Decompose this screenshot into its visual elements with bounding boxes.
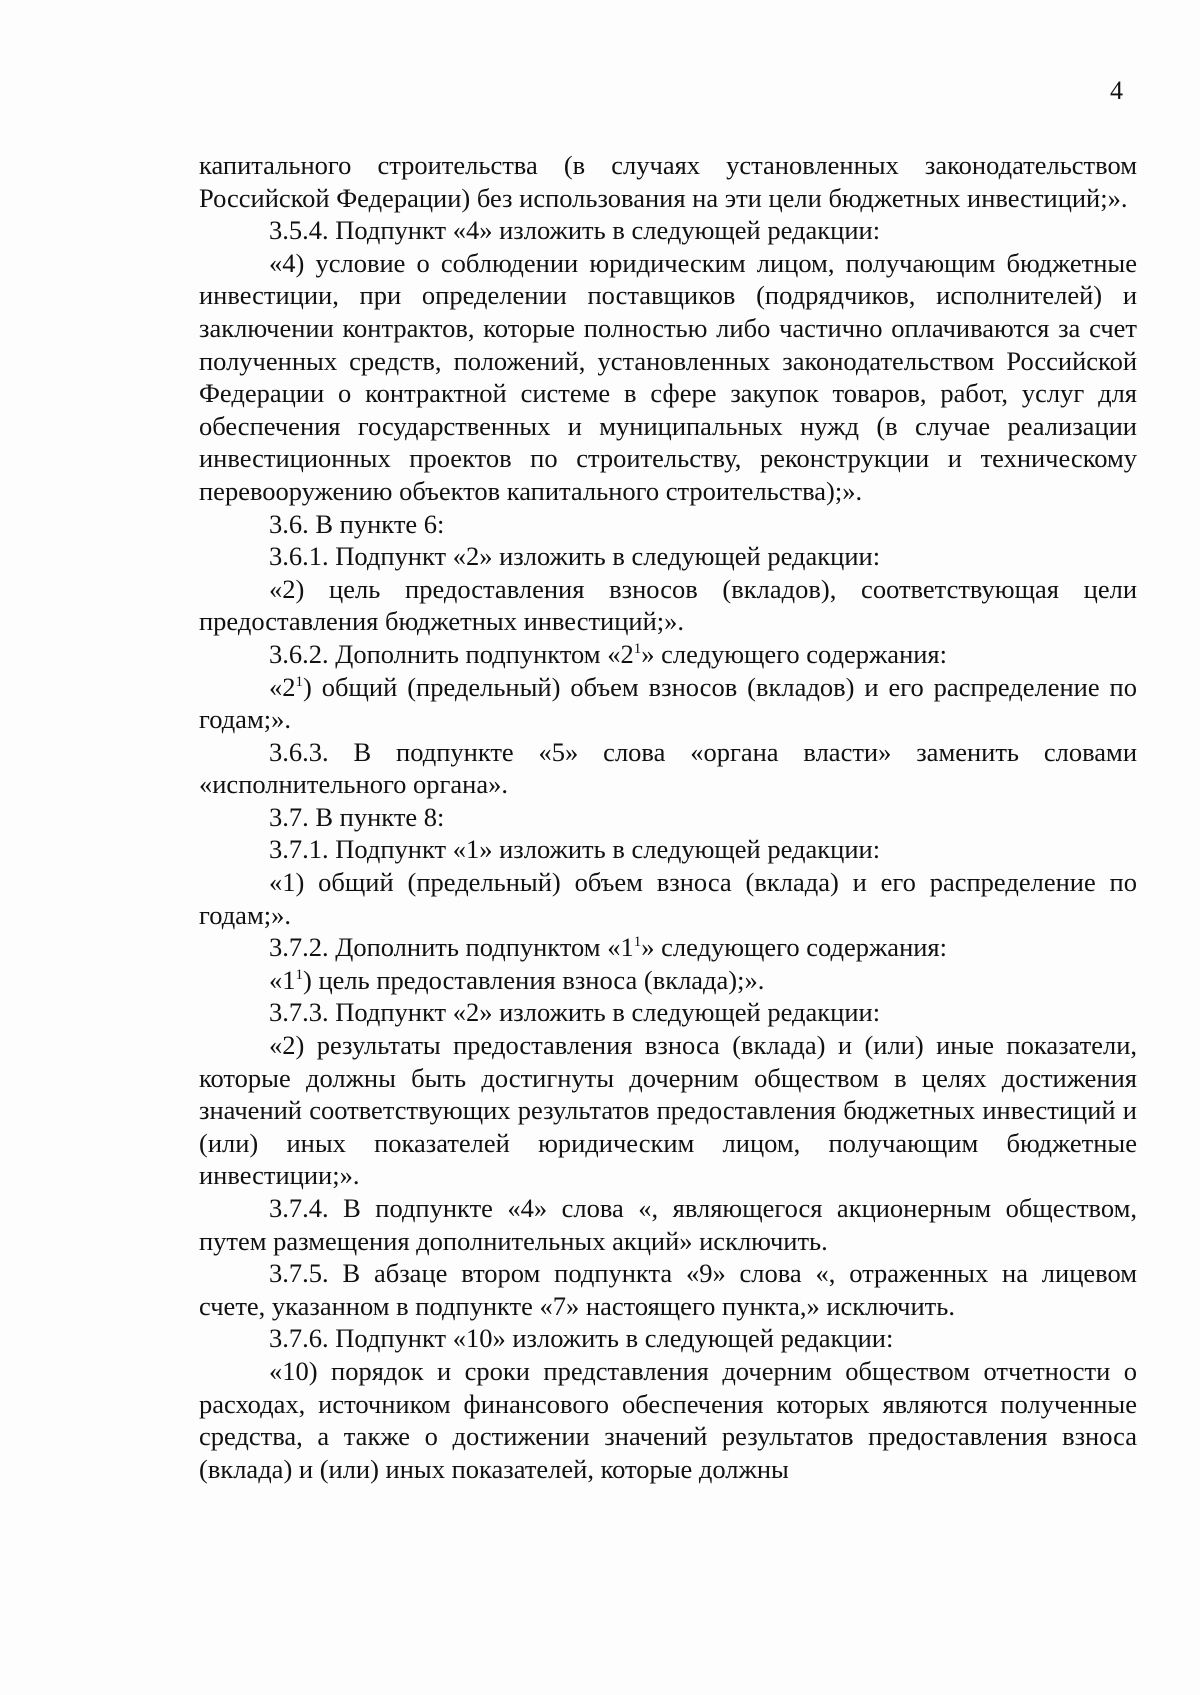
paragraph-subpoint-2-1: «$2^1$) общий (предельный) объем взносов (вкладов) и его распределение по годам;». bbox=[199, 671, 1137, 735]
page-number: 4 bbox=[1110, 76, 1123, 105]
superscript: 1 bbox=[295, 967, 303, 984]
paragraph-subpoint-1: «1) общий (предельный) объем взноса (вклада) и его распределение по годам;». bbox=[199, 867, 1137, 930]
paragraph-3-6-3: 3.6.3. В подпункте «5» слова «органа власти» заменить словами «исполнительного органа». bbox=[199, 736, 1137, 800]
paragraph-3-7: 3.7. В пункте 8: bbox=[269, 801, 445, 832]
document-body bbox=[199, 149, 1137, 1485]
paragraph-3-7-2: 3.7.2. Дополнить подпунктом «$1^1$» следующего содержания: bbox=[269, 932, 947, 963]
paragraph-3-5-4: 3.5.4. Подпункт «4» изложить в следующей редакции: bbox=[269, 215, 881, 246]
paragraph-3-6-1: 3.6.1. Подпункт «2» изложить в следующей редакции: bbox=[269, 541, 881, 572]
paragraph-subpoint-4: «4) условие о соблюдении юридическим лицом, получающим бюджетные инвестиции, при определении поставщиков (подрядчиков, исполнителей) и заключении контрактов, которые полностью либо частично оплачиваются за счет полученных средств, положений, установленных законодательством Российской Федерации о контрактной системе в сфере закупок товаров, работ, услуг для обеспечения государственных и муниципальных нужд (в случае реализации инвестиционных проектов по строительству, реконструкции и техническому перевооружению объектов капитального строительства);». bbox=[199, 247, 1137, 506]
paragraph-continuation: капитального строительства (в случаях установленных законодательством Российской Федерации) без использования на эти цели бюджетных инвестиций;». bbox=[199, 150, 1137, 213]
paragraph-3-6-2: 3.6.2. Дополнить подпунктом «$2^1$» следующего содержания: bbox=[269, 638, 947, 669]
paragraph-3-7-5: 3.7.5. В абзаце втором подпункта «9» слова «, отраженных на лицевом счете, указанном в подпункте «7» настоящего пункта,» исключить. bbox=[199, 1258, 1137, 1321]
paragraph-3-7-1: 3.7.1. Подпункт «1» изложить в следующей редакции: bbox=[269, 834, 881, 865]
paragraph-3-7-4: 3.7.4. В подпункте «4» слова «, являющегося акционерным обществом, путем размещения дополнительных акций» исключить. bbox=[199, 1193, 1137, 1256]
superscript: 1 bbox=[295, 673, 303, 690]
paragraph-subpoint-10: «10) порядок и сроки представления дочерним обществом отчетности о расходах, источником финансового обеспечения которых являются полученные средства, а также о достижении значений результатов предоставления взноса (вклада) и (или) иных показателей, которые должны bbox=[199, 1355, 1137, 1484]
paragraph-subpoint-2-results: «2) результаты предоставления взноса (вклада) и (или) иные показатели, которые должны быть достигнуты дочерним обществом в целях достижения значений соответствующих результатов предоставления бюджетных инвестиций и (или) иных показателей юридическим лицом, получающим бюджетные инвестиции;». bbox=[199, 1030, 1137, 1191]
superscript: 1 bbox=[633, 934, 642, 951]
paragraph-subpoint-1-1: «$1^1$) цель предоставления взноса (вклада);». bbox=[269, 964, 765, 995]
superscript: 1 bbox=[633, 641, 642, 658]
paragraph-3-7-3: 3.7.3. Подпункт «2» изложить в следующей редакции: bbox=[269, 997, 881, 1028]
paragraph-subpoint-2: «2) цель предоставления взносов (вкладов), соответствующая цели предоставления бюджетных инвестиций;». bbox=[199, 573, 1137, 637]
paragraph-3-6: 3.6. В пункте 6: bbox=[269, 508, 445, 539]
paragraph-3-7-6: 3.7.6. Подпункт «10» изложить в следующей редакции: bbox=[269, 1323, 894, 1354]
